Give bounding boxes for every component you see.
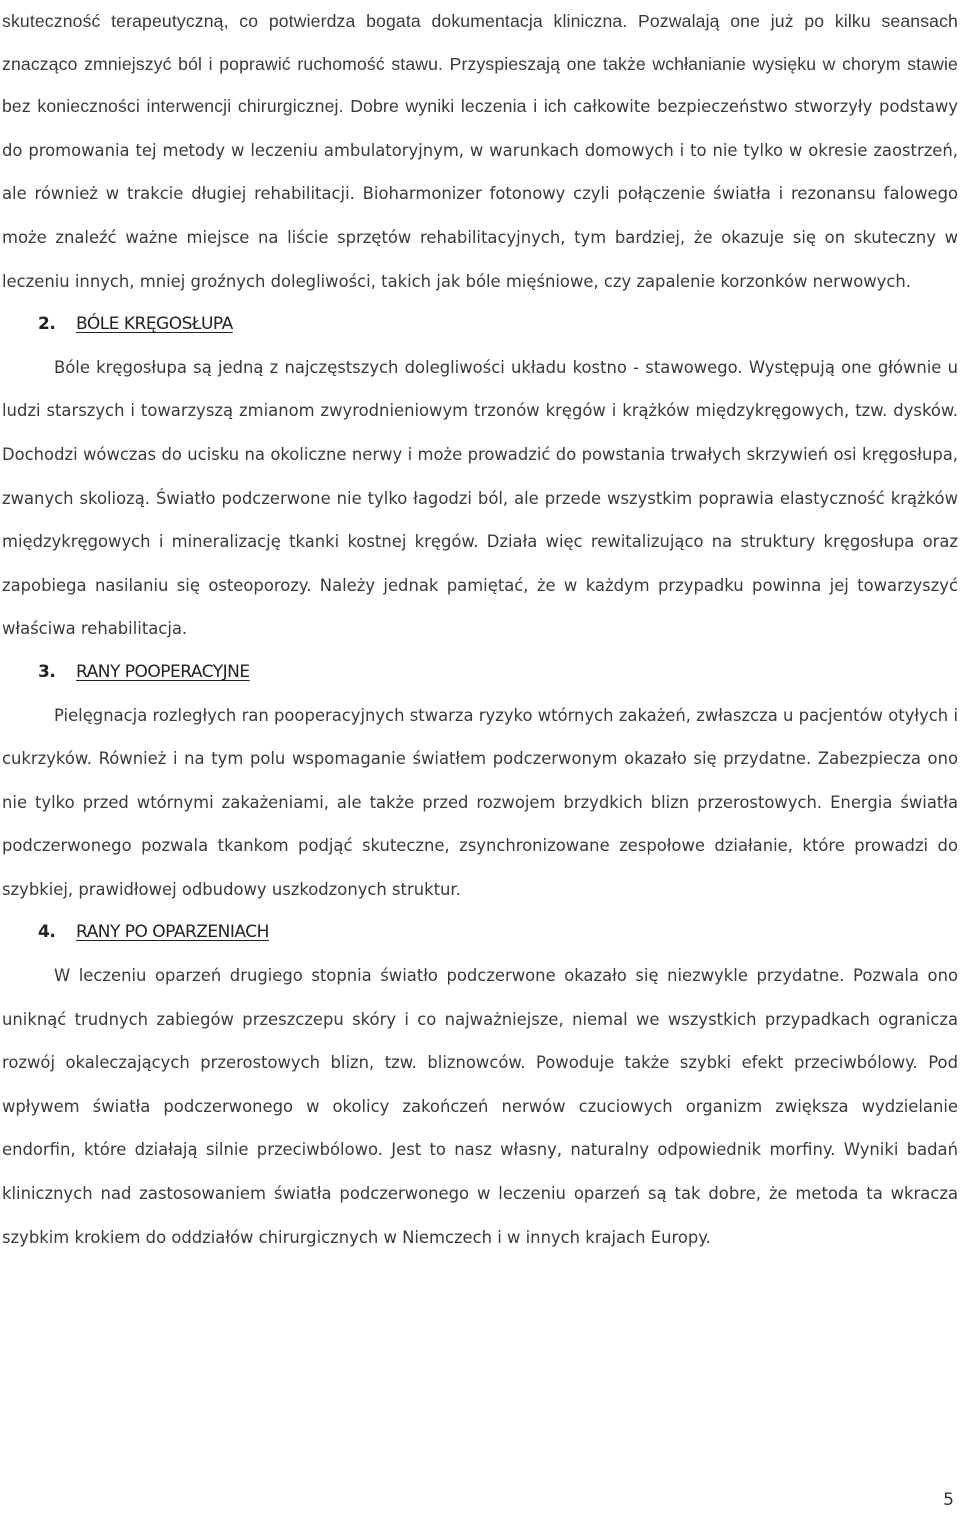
page-number: 5 (943, 1490, 954, 1510)
section-text: Pielęgnacja rozległych ran pooperacyjnych stwarza ryzyko wtórnych zakażeń, zwłaszcza u pacjentów otyłych i cukrzyków. Również i na tym polu wspomaganie światłem podczerwonym okazało się przydatne. Zabezpiecza ono nie tylko przed wtórnymi zakażeniami, ale także przed rozwojem brzydkich blizn przerostowych. Energia światła podczerwonego pozwala tkankom podjąć skuteczne, zsynchronizowane zespołowe działanie, które prowadzi do szybkiej, prawidłowej odbudowy uszkodzonych struktur. (2, 705, 958, 899)
section-paragraph-spine-pain (2, 346, 958, 651)
section-heading-burn-wounds (2, 911, 958, 954)
intro-text-part-1: skuteczność terapeutyczną, co potwierdza bogata dokumentacja kliniczna. Pozwalają one już po kilku seansach znacząco zmniejszyć ból i poprawić ruchomość stawu. Przyspieszają one także wchłanianie wysięku w chorym stawie bez konieczności interwencji chirurgicznej. Dobre wyniki leczenia i ich (2, 11, 958, 117)
section-paragraph-postoperative-wounds (2, 694, 958, 912)
section-title: RANY PO OPARZENIACH (76, 922, 269, 943)
section-title: BÓLE KRĘGOSŁUPA (76, 314, 233, 335)
section-number: 2. (38, 314, 56, 335)
section-text: W leczeniu oparzeń drugiego stopnia światło podczerwone okazało się niezwykle przydatne. Pozwala ono uniknąć trudnych zabiegów przeszczepu skóry i co najważniejsze, niemal we wszystkich przypadkach ogranicza rozwój okaleczających przerostowych blizn, tzw. bliznowców. Powoduje także szybki efekt przeciwbólowy. Pod wpływem światła podczerwonego w okolicy zakończeń nerwów czuciowych organizm zwiększa wydzielanie endorfin, które działają silnie przeciwbólowo. Jest to nasz własny, naturalny odpowiednik morfiny. Wyniki badań klinicznych nad zastosowaniem światła podczerwonego w leczeniu oparzeń są tak dobre, że metoda ta wkracza szybkim krokiem do oddziałów chirurgicznych w Niemczech i w innych krajach Europy. (2, 966, 958, 1247)
section-text: Bóle kręgosłupa są jedną z najczęstszych dolegliwości układu kostno - stawowego. Występują one głównie u ludzi starszych i towarzyszą zmianom zwyrodnieniowym trzonów kręgów i krążków międzykręgowych, tzw. dysków. Dochodzi wówczas do ucisku na okoliczne nerwy i może prowadzić do powstania trwałych skrzywień osi kręgosłupa, zwanych skoliozą. Światło podczerwone nie tylko łagodzi ból, ale przede wszystkim poprawia elastyczność krążków międzykręgowych i mineralizację tkanki kostnej kręgów. Działa więc rewitalizująco na struktury kręgosłupa oraz zapobiega nasilaniu się osteoporozy. Należy jednak pamiętać, że w każdym przypadku powinna jej towarzyszyć właściwa rehabilitacja. (2, 357, 958, 639)
section-paragraph-burn-wounds (2, 954, 958, 1259)
section-title: RANY POOPERACYJNE (76, 661, 250, 682)
section-heading-spine-pain (2, 303, 958, 346)
section-number: 3. (38, 661, 56, 682)
intro-text-part-2: całkowite bezpieczeństwo stworzyły podstawy do promowania tej metody w leczeniu ambulatoryjnym, w warunkach domowych i to nie tylko w okresie zaostrzeń, ale również w trakcie długiej rehabilitacji. Bioharmonizer fotonowy czyli połączenie światła i rezonansu falowego może znaleźć ważne miejsce na liście sprzętów rehabilitacyjnych, tym bardziej, że okazuje się on skuteczny w leczeniu innych, mniej groźnych dolegliwości, takich jak bóle mięśniowe, czy zapalenie korzonków nerwowych. (2, 97, 959, 291)
section-number: 4. (38, 922, 56, 943)
intro-paragraph (2, 0, 958, 303)
section-heading-postoperative-wounds (2, 651, 958, 694)
